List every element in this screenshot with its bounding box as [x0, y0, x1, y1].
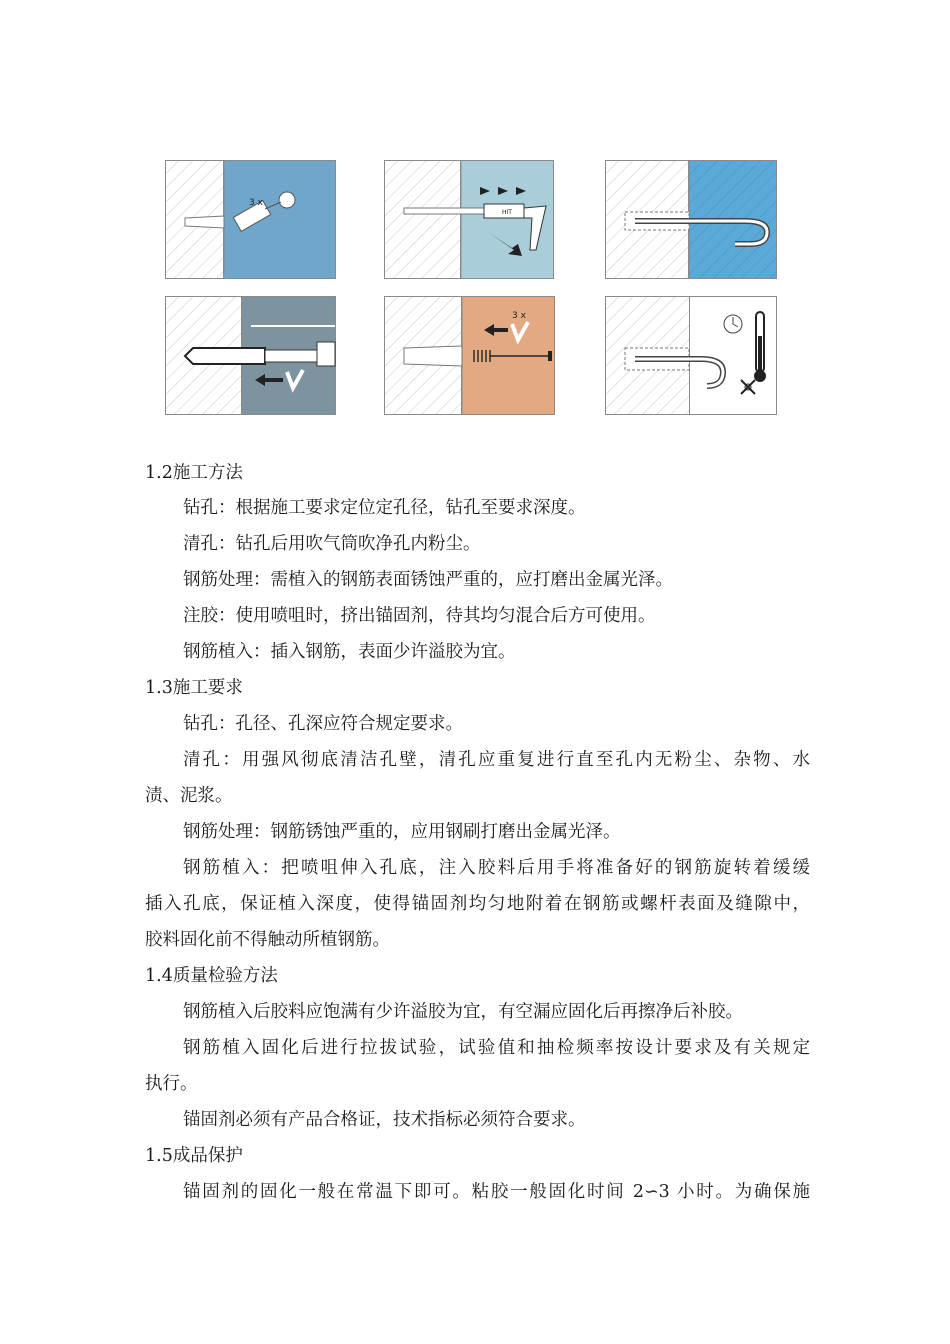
paragraph: 钻孔：根据施工要求定位定孔径，钻孔至要求深度。 [183, 498, 586, 518]
paragraph: 钢筋植入后胶料应饱满有少许溢胶为宜，有空漏应固化后再擦净后补胶。 [183, 1002, 743, 1022]
paragraph: 钢筋植入：插入钢筋，表面少许溢胶为宜。 [183, 642, 516, 662]
panel-label: HIT [502, 209, 512, 216]
paragraph-continuation: 胶料固化前不得触动所植钢筋。 [145, 930, 390, 950]
paragraph: 锚固剂必须有产品合格证，技术指标必须符合要求。 [183, 1110, 586, 1130]
paragraph: 钢筋处理：钢筋锈蚀严重的，应用钢刷打磨出金属光泽。 [183, 822, 621, 842]
panel-label: 3 x [512, 311, 526, 321]
section-heading: 1.5成品保护 [145, 1146, 243, 1166]
paragraph-continuation: 渍、泥浆。 [145, 786, 233, 806]
paragraph: 注胶：使用喷咀时，挤出锚固剂，待其均匀混合后方可使用。 [183, 606, 656, 626]
section-heading: 1.2施工方法 [145, 463, 243, 483]
paragraph: 钢筋处理：需植入的钢筋表面锈蚀严重的，应打磨出金属光泽。 [183, 570, 673, 590]
section-heading: 1.3施工要求 [145, 678, 243, 698]
paragraph: 钢筋植入：把喷咀伸入孔底，注入胶料后用手将准备好的钢筋旋转着缓缓 [183, 858, 810, 878]
document-body [145, 0, 810, 1344]
paragraph: 锚固剂的固化一般在常温下即可。粘胶一般固化时间 2∽3 小时。为确保施 [183, 1182, 810, 1202]
paragraph: 钻孔：孔径、孔深应符合规定要求。 [183, 714, 463, 734]
panel-label: 3 x [249, 198, 263, 208]
paragraph-continuation: 插入孔底，保证植入深度，使得锚固剂均匀地附着在钢筋或螺杆表面及缝隙中， [145, 894, 810, 914]
section-heading: 1.4质量检验方法 [145, 966, 278, 986]
paragraph-continuation: 执行。 [145, 1074, 198, 1094]
paragraph: 清孔：用强风彻底清洁孔壁，清孔应重复进行直至孔内无粉尘、杂物、水 [183, 750, 810, 770]
paragraph: 钢筋植入固化后进行拉拔试验，试验值和抽检频率按设计要求及有关规定 [183, 1038, 810, 1058]
paragraph: 清孔：钻孔后用吹气筒吹净孔内粉尘。 [183, 534, 481, 554]
